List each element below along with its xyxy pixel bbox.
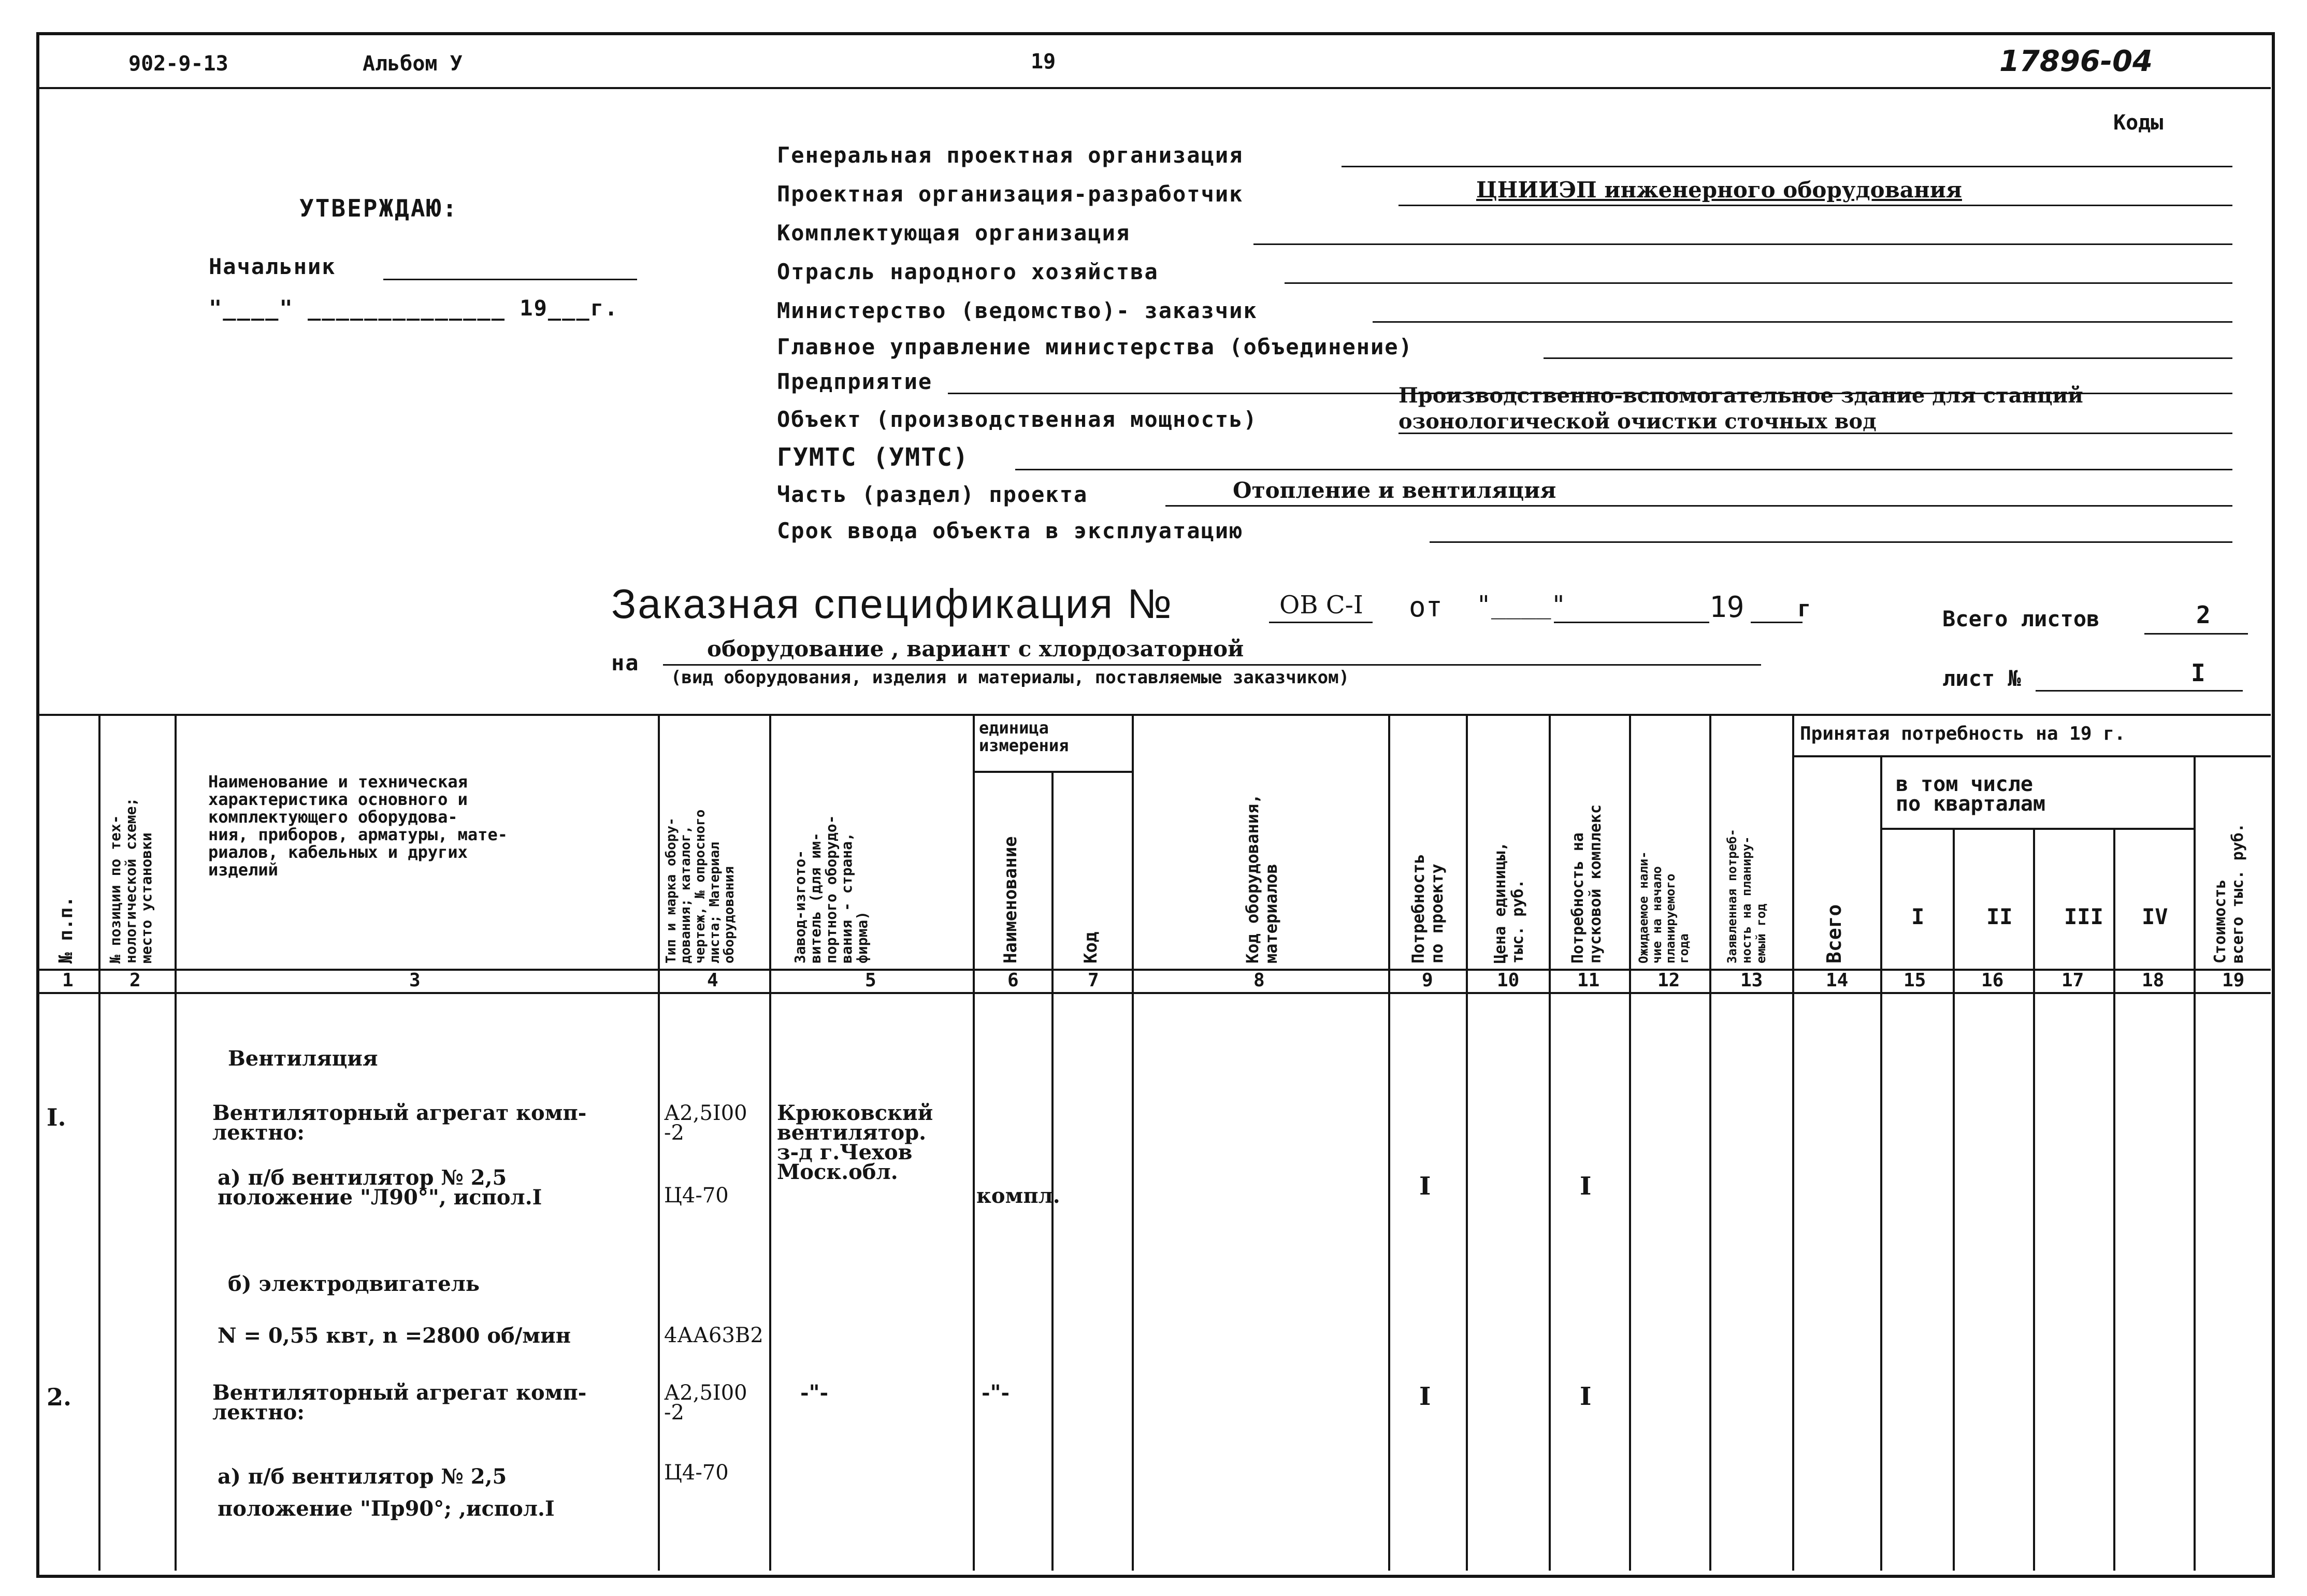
col-line-13 (1792, 715, 1794, 1571)
field-label-8: ГУМТС (УМТС) (777, 443, 969, 472)
col-line-17 (2113, 829, 2115, 1571)
row1a-type: Ц4-70 (664, 1184, 729, 1207)
spec-date-quote: "____" (1476, 591, 1566, 620)
field-label-2: Комплектующая организация (777, 220, 1131, 246)
total-sheets-line (2144, 633, 2248, 635)
row2a-name: а) п/б вентилятор № 2,5 положение "Пр90°; ,испол.I (218, 1464, 555, 1521)
col-number-12: 12 (1657, 970, 1680, 991)
row2-launch: I (1580, 1382, 1592, 1411)
row2-name: Вентиляторный агрегат комп- лектно: (212, 1381, 587, 1425)
row1-qty: I (1419, 1172, 1431, 1201)
row1a-name: а) п/б вентилятор № 2,5 положение "Л90°", испол.I (218, 1166, 542, 1210)
field-line-5 (1544, 357, 2232, 359)
row2-unit: -"- (982, 1381, 1010, 1405)
field-line-9 (1165, 505, 2232, 507)
spec-date-line (1554, 622, 1709, 623)
spec-number: ОВ С-I (1279, 591, 1363, 620)
total-sheets-label: Всего листов (1942, 606, 2100, 631)
spec-subject-line (663, 664, 1761, 666)
row1-name: Вентиляторный агрегат комп- лектно: (212, 1101, 587, 1145)
row2-type: А2,5I00 -2 (664, 1381, 747, 1425)
col-header-19: Стоимость всего тыс. руб. (2211, 823, 2247, 964)
col-header-13: Заявленная потреб- ность на планиру- емый год (1725, 828, 1768, 964)
col-number-6: 6 (1007, 970, 1019, 991)
col-header-9: Потребность по проекту (1408, 854, 1447, 964)
quarters-header: в том числе по кварталам (1896, 772, 2045, 816)
field-label-10: Срок ввода объекта в эксплуатацию (777, 518, 1244, 543)
col-number-17: 17 (2061, 970, 2084, 991)
accepted-line (1792, 755, 2271, 757)
row1-unit: компл. (976, 1184, 1060, 1208)
col-number-4: 4 (707, 970, 718, 991)
total-sheets-value: 2 (2196, 601, 2211, 629)
row1-launch: I (1580, 1172, 1592, 1201)
row2-number: 2. (47, 1383, 72, 1411)
spec-year-line (1751, 622, 1803, 623)
col-header-3: Наименование и техническая характеристика основного и комплектующего оборудова- ния, приборов, арматуры, мате- риалов, кабельных и других изделий (208, 772, 508, 880)
field-label-6: Предприятие (777, 369, 933, 394)
row1b-name: б) электродвигатель (228, 1272, 480, 1296)
col-line-5 (973, 715, 975, 1571)
row1-maker: Крюковский вентилятор. з-д г.Чехов Моск.обл. (777, 1101, 933, 1184)
chief-label: Начальник (209, 254, 336, 279)
quarter-1: I (1911, 904, 1925, 929)
field-line-4 (1373, 321, 2232, 323)
header-divider (37, 87, 2271, 89)
field-line-3 (1285, 282, 2232, 284)
col-header-5: Завод-изгото- витель (для им- портного оборудо- вания - страна, фирма) (791, 815, 871, 964)
col-line-4 (769, 715, 771, 1571)
col-number-2: 2 (129, 970, 141, 991)
spec-on-label: на (611, 650, 640, 675)
quarter-2: II (1986, 904, 2013, 929)
quarters-line (1880, 828, 2194, 830)
field-line-7 (1398, 433, 2232, 434)
col-line-14 (1880, 756, 1882, 1571)
col-header-12: Ожидаемое нали- чие на начало планируемого года (1636, 851, 1691, 964)
col-number-13: 13 (1740, 970, 1763, 991)
field-label-5: Главное управление министерства (объединение) (777, 334, 1413, 360)
field-value-7: озонологической очистки сточных вод (1398, 409, 1877, 434)
col-line-2 (175, 715, 177, 1571)
row2-maker: -"- (800, 1381, 829, 1405)
spec-from: от (1409, 591, 1443, 623)
row1-type: А2,5I00 -2 (664, 1101, 747, 1145)
col-header-2: № позиции по тех- нологической схеме; место установки (107, 797, 155, 964)
field-value-9: Отопление и вентиляция (1233, 478, 1556, 503)
col-header-11: Потребность на пусковой комплекс (1569, 804, 1605, 964)
spec-number-line (1269, 622, 1373, 623)
row1b-spec: N = 0,55 квт, n =2800 об/мин (218, 1324, 571, 1348)
chief-line (383, 279, 637, 280)
col-line-1 (98, 715, 100, 1571)
field-value-6: Производственно-вспомогательное здание для станций (1398, 383, 2083, 408)
col-number-18: 18 (2142, 970, 2165, 991)
field-line-10 (1430, 541, 2232, 543)
col-number-7: 7 (1088, 970, 1099, 991)
col-header-7: Код (1080, 931, 1101, 964)
approve-title: УТВЕРЖДАЮ: (299, 194, 458, 222)
unit-group-line (973, 771, 1132, 773)
col-line-6 (1051, 772, 1054, 1571)
col-line-7 (1132, 715, 1134, 1571)
col-header-6: Наименование (1000, 836, 1021, 964)
field-label-7: Объект (производственная мощность) (777, 407, 1258, 432)
row2a-type: Ц4-70 (664, 1461, 729, 1485)
col-line-9 (1466, 715, 1468, 1571)
col-number-19: 19 (2222, 970, 2245, 991)
col-number-10: 10 (1497, 970, 1520, 991)
col-line-15 (1953, 829, 1955, 1571)
field-line-1 (1398, 205, 2232, 206)
col-number-5: 5 (865, 970, 876, 991)
field-label-3: Отрасль народного хозяйства (777, 259, 1159, 284)
field-line-0 (1342, 166, 2232, 167)
sheet-value: I (2191, 659, 2205, 687)
row1b-type: 4АА63В2 (664, 1324, 763, 1347)
col-line-18 (2194, 756, 2196, 1571)
row2-qty: I (1419, 1382, 1431, 1411)
col-line-12 (1709, 715, 1711, 1571)
col-number-1: 1 (62, 970, 74, 991)
field-label-4: Министерство (ведомство)- заказчик (777, 298, 1258, 323)
col-header-10: Цена единицы, тыс. руб. (1491, 842, 1527, 964)
col-number-15: 15 (1904, 970, 1926, 991)
approval-date: "____" ______________ 19___г. (209, 295, 619, 321)
doc-number: 902-9-13 (128, 52, 228, 76)
accepted-header: Принятая потребность на 19 г. (1800, 723, 2126, 744)
codes-label: Коды (2113, 111, 2164, 135)
col-header-1: № п.п. (55, 896, 77, 964)
col-number-8: 8 (1253, 970, 1265, 991)
col-header-8: Код оборудования, материалов (1243, 794, 1281, 964)
col-number-14: 14 (1826, 970, 1849, 991)
spec-year-suffix: г (1797, 596, 1811, 622)
col-number-11: 11 (1577, 970, 1600, 991)
spec-year: 19 (1709, 591, 1744, 624)
quarter-4: IV (2142, 904, 2168, 929)
section-title: Вентиляция (228, 1046, 378, 1071)
table-top-line (37, 714, 2271, 716)
col-header-14: Всего (1823, 904, 1845, 964)
field-line-8 (1015, 469, 2232, 470)
ref-number: 17896-04 (1999, 45, 2153, 78)
col-line-16 (2033, 829, 2035, 1571)
field-label-1: Проектная организация-разработчик (777, 181, 1244, 207)
unit-group-header: единица измерения (979, 718, 1069, 755)
spec-subject-caption: (вид оборудования, изделия и материалы, поставляемые заказчиком) (671, 667, 1350, 688)
page-number: 19 (1031, 50, 1056, 74)
colnum-bottom-line (37, 992, 2271, 994)
col-line-3 (658, 715, 660, 1571)
col-header-4: Тип и марка обору- дования; каталог, чертеж, № опросного листа; Материал оборудования (664, 809, 737, 964)
col-line-11 (1629, 715, 1631, 1571)
col-number-9: 9 (1422, 970, 1433, 991)
row1-number: I. (47, 1103, 66, 1131)
colnum-top-line (37, 969, 2271, 971)
field-label-9: Часть (раздел) проекта (777, 482, 1088, 507)
sheet-line (2036, 690, 2243, 692)
field-value-1: ЦНИИЭП инженерного оборудования (1476, 177, 1962, 203)
col-number-3: 3 (409, 970, 421, 991)
spec-title: Заказная спецификация № (611, 581, 1174, 627)
field-label-0: Генеральная проектная организация (777, 142, 1244, 168)
col-number-16: 16 (1981, 970, 2004, 991)
field-line-2 (1253, 243, 2232, 245)
album-label: Альбом У (363, 52, 463, 76)
sheet-label: лист № (1942, 666, 2021, 691)
field-line-6 (948, 393, 2232, 394)
spec-subject: оборудование , вариант с хлордозаторной (707, 636, 1244, 662)
col-line-10 (1549, 715, 1551, 1571)
col-line-8 (1388, 715, 1390, 1571)
quarter-3: III (2064, 904, 2103, 929)
